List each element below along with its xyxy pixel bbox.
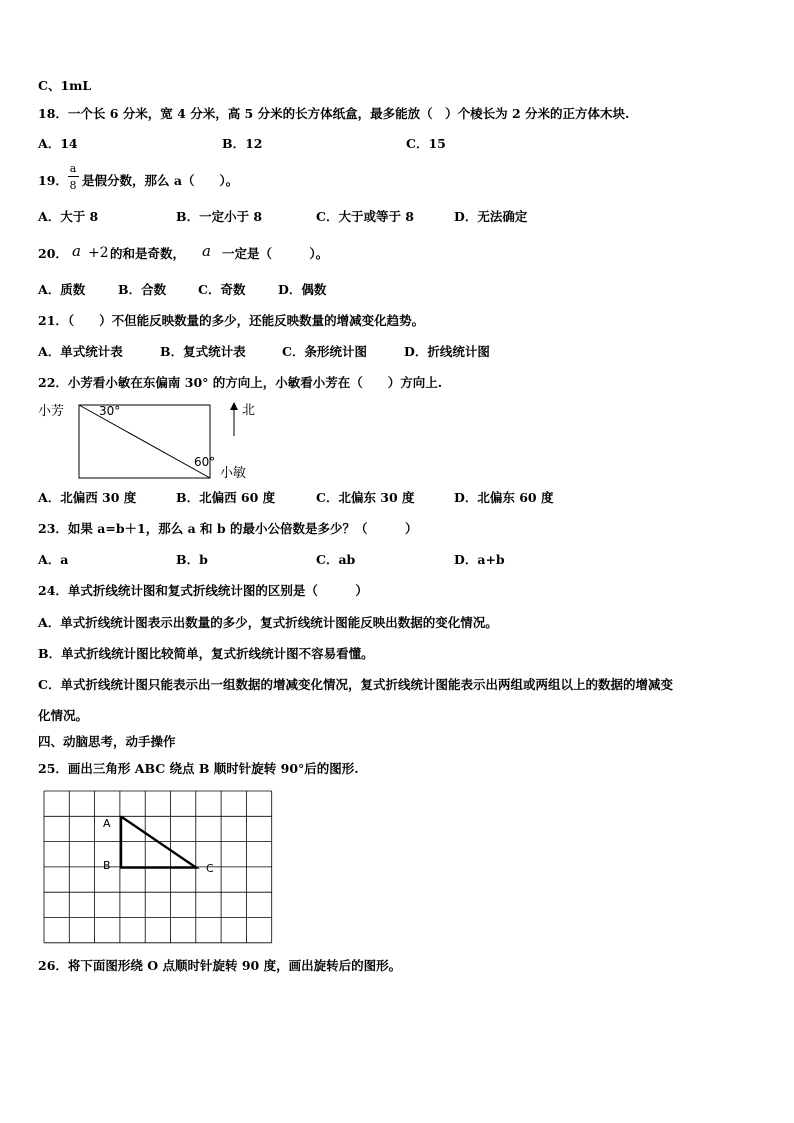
q23-option-a: A．a	[38, 552, 69, 567]
q19-option-d: D．无法确定	[454, 209, 528, 224]
north-arrow-icon	[230, 402, 238, 410]
q17-option-c: C、1mL	[38, 78, 92, 93]
q21-stem: 21．（ ）不但能反映数量的多少，还能反映数量的增减变化趋势。	[38, 313, 425, 328]
q25-label-a: A	[103, 817, 111, 830]
q24-option-c-line2: 化情况。	[38, 708, 89, 723]
q23-option-c: C．ab	[316, 552, 356, 567]
q25-grid-figure	[42, 789, 274, 947]
q25-label-c: C	[206, 862, 214, 875]
q20-number: 20．	[38, 246, 68, 261]
q19-option-b: B．一定小于 8	[176, 209, 263, 224]
q22-option-c: C．北偏东 30 度	[316, 490, 415, 505]
q25-triangle-abc	[121, 817, 196, 868]
q18-option-b: B．12	[222, 136, 263, 151]
q23-option-d: D．a+b	[454, 552, 505, 567]
q20-variable-a: a	[72, 242, 81, 260]
q24-option-a: A．单式折线统计图表示出数量的多少，复式折线统计图能反映出数据的变化情况。	[38, 615, 498, 630]
q19-fraction-numerator: a	[69, 162, 77, 175]
q20-option-a: A．质数	[38, 282, 86, 297]
q24-option-c-line1: C．单式折线统计图只能表示出一组数据的增减变化情况，复式折线统计图能表示出两组或两组以上的数据的增减变	[38, 677, 673, 692]
q22-direction-figure	[36, 398, 266, 484]
q18-option-c: C．15	[406, 136, 446, 151]
q20-variable-a-2: a	[202, 242, 211, 260]
q22-label-xiaomin: 小敏	[220, 466, 247, 481]
q19-option-c: C．大于或等于 8	[316, 209, 414, 224]
q21-option-c: C．条形统计图	[282, 344, 367, 359]
q22-label-xiaofang: 小芳	[38, 404, 65, 419]
q25-stem: 25．画出三角形 ABC 绕点 B 顺时针旋转 90°后的图形.	[38, 761, 359, 776]
q23-stem: 23．如果 a=b＋1，那么 a 和 b 的最小公倍数是多少？（ ）	[38, 521, 418, 536]
q18-option-a: A．14	[38, 136, 78, 151]
q24-option-b: B．单式折线统计图比较简单，复式折线统计图不容易看懂。	[38, 646, 374, 661]
q20-option-c: C．奇数	[198, 282, 246, 297]
q21-option-a: A．单式统计表	[38, 344, 123, 359]
q19-fraction-denominator: 8	[69, 179, 77, 192]
q22-angle-60: 60°	[194, 455, 216, 469]
q22-option-b: B．北偏西 60 度	[176, 490, 276, 505]
q26-stem: 26．将下面图形绕 O 点顺时针旋转 90 度，画出旋转后的图形。	[38, 958, 402, 973]
q22-label-north: 北	[242, 403, 256, 418]
q23-option-b: B．b	[176, 552, 208, 567]
q22-angle-30: 30°	[99, 404, 121, 418]
q25-label-b: B	[103, 859, 111, 872]
q21-option-d: D．折线统计图	[404, 344, 490, 359]
q19-option-a: A．大于 8	[38, 209, 99, 224]
q19-number: 19．	[38, 173, 68, 188]
q22-stem: 22．小芳看小敏在东偏南 30° 的方向上，小敏看小芳在（ ）方向上.	[38, 375, 443, 390]
section-4-title: 四、动脑思考，动手操作	[38, 734, 176, 749]
q20-stem-middle: 的和是奇数，	[110, 246, 186, 261]
q20-stem-rest: 一定是（ ）。	[222, 246, 329, 261]
q19-stem: 是假分数，那么 a（ ）。	[82, 173, 239, 188]
q22-option-a: A．北偏西 30 度	[38, 490, 137, 505]
q24-stem: 24．单式折线统计图和复式折线统计图的区别是（ ）	[38, 583, 368, 598]
q22-option-d: D．北偏东 60 度	[454, 490, 554, 505]
q21-option-b: B．复式统计表	[160, 344, 246, 359]
q19-fraction-bar	[68, 176, 79, 177]
q20-expression: +2	[88, 245, 109, 261]
q20-option-b: B．合数	[118, 282, 167, 297]
q18-stem: 18．一个长 6 分米，宽 4 分米，高 5 分米的长方体纸盒，最多能放（ ）个棱长为 2 分米的正方体木块.	[38, 106, 630, 121]
q20-option-d: D．偶数	[278, 282, 327, 297]
